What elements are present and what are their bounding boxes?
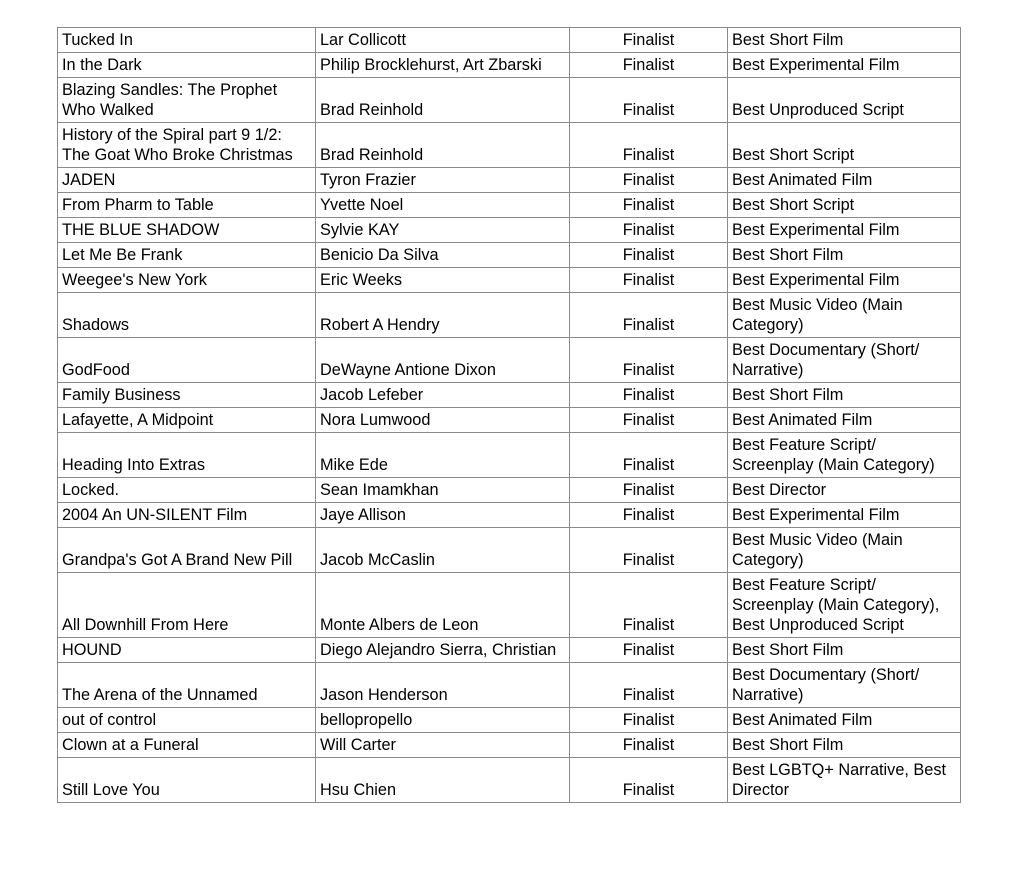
- category-cell: Best Short Film: [728, 28, 961, 53]
- status-cell: Finalist: [570, 168, 728, 193]
- filmmaker-cell: Will Carter: [316, 733, 570, 758]
- category-cell: Best Experimental Film: [728, 218, 961, 243]
- table-row: [58, 733, 961, 758]
- filmmaker-cell: Lar Collicott: [316, 28, 570, 53]
- film-title-cell: Heading Into Extras: [58, 433, 316, 478]
- filmmaker-cell: Jason Henderson: [316, 663, 570, 708]
- status-cell: Finalist: [570, 708, 728, 733]
- status-cell: Finalist: [570, 573, 728, 638]
- filmmaker-cell: Jaye Allison: [316, 503, 570, 528]
- table-row: [58, 573, 961, 638]
- status-cell: Finalist: [570, 123, 728, 168]
- table-row: [58, 293, 961, 338]
- film-title-cell: From Pharm to Table: [58, 193, 316, 218]
- finalists-table-body: [58, 28, 961, 803]
- film-title-cell: Clown at a Funeral: [58, 733, 316, 758]
- category-cell: Best Feature Script/ Screenplay (Main Category): [728, 433, 961, 478]
- status-cell: Finalist: [570, 758, 728, 803]
- filmmaker-cell: Hsu Chien: [316, 758, 570, 803]
- film-title-cell: All Downhill From Here: [58, 573, 316, 638]
- category-cell: Best Music Video (Main Category): [728, 293, 961, 338]
- filmmaker-cell: Monte Albers de Leon: [316, 573, 570, 638]
- status-cell: Finalist: [570, 243, 728, 268]
- film-title-cell: History of the Spiral part 9 1/2: The Goat Who Broke Christmas: [58, 123, 316, 168]
- table-row: [58, 708, 961, 733]
- status-cell: Finalist: [570, 78, 728, 123]
- status-cell: Finalist: [570, 28, 728, 53]
- category-cell: Best LGBTQ+ Narrative, Best Director: [728, 758, 961, 803]
- table-row: [58, 433, 961, 478]
- table-row: [58, 478, 961, 503]
- table-row: [58, 383, 961, 408]
- film-title-cell: out of control: [58, 708, 316, 733]
- film-title-cell: Let Me Be Frank: [58, 243, 316, 268]
- status-cell: Finalist: [570, 408, 728, 433]
- filmmaker-cell: Diego Alejandro Sierra, Christian: [316, 638, 570, 663]
- film-title-cell: The Arena of the Unnamed: [58, 663, 316, 708]
- category-cell: Best Documentary (Short/ Narrative): [728, 338, 961, 383]
- category-cell: Best Feature Script/ Screenplay (Main Category), Best Unproduced Script: [728, 573, 961, 638]
- table-row: [58, 28, 961, 53]
- status-cell: Finalist: [570, 293, 728, 338]
- table-row: [58, 408, 961, 433]
- status-cell: Finalist: [570, 268, 728, 293]
- filmmaker-cell: Brad Reinhold: [316, 78, 570, 123]
- category-cell: Best Animated Film: [728, 708, 961, 733]
- filmmaker-cell: Nora Lumwood: [316, 408, 570, 433]
- status-cell: Finalist: [570, 528, 728, 573]
- table-row: [58, 528, 961, 573]
- filmmaker-cell: Robert A Hendry: [316, 293, 570, 338]
- status-cell: Finalist: [570, 663, 728, 708]
- table-row: [58, 503, 961, 528]
- filmmaker-cell: Jacob McCaslin: [316, 528, 570, 573]
- category-cell: Best Music Video (Main Category): [728, 528, 961, 573]
- table-row: [58, 338, 961, 383]
- table-row: [58, 243, 961, 268]
- status-cell: Finalist: [570, 218, 728, 243]
- film-title-cell: Family Business: [58, 383, 316, 408]
- table-row: [58, 123, 961, 168]
- category-cell: Best Short Film: [728, 733, 961, 758]
- status-cell: Finalist: [570, 193, 728, 218]
- status-cell: Finalist: [570, 503, 728, 528]
- filmmaker-cell: Yvette Noel: [316, 193, 570, 218]
- filmmaker-cell: Brad Reinhold: [316, 123, 570, 168]
- film-title-cell: Still Love You: [58, 758, 316, 803]
- category-cell: Best Experimental Film: [728, 268, 961, 293]
- category-cell: Best Unproduced Script: [728, 78, 961, 123]
- category-cell: Best Short Script: [728, 193, 961, 218]
- table-row: [58, 168, 961, 193]
- film-title-cell: 2004 An UN-SILENT Film: [58, 503, 316, 528]
- status-cell: Finalist: [570, 338, 728, 383]
- film-title-cell: THE BLUE SHADOW: [58, 218, 316, 243]
- finalists-table: [57, 27, 961, 803]
- filmmaker-cell: Philip Brocklehurst, Art Zbarski: [316, 53, 570, 78]
- filmmaker-cell: Sean Imamkhan: [316, 478, 570, 503]
- filmmaker-cell: Jacob Lefeber: [316, 383, 570, 408]
- category-cell: Best Animated Film: [728, 408, 961, 433]
- category-cell: Best Short Film: [728, 638, 961, 663]
- filmmaker-cell: Mike Ede: [316, 433, 570, 478]
- category-cell: Best Short Film: [728, 243, 961, 268]
- filmmaker-cell: Benicio Da Silva: [316, 243, 570, 268]
- table-row: [58, 193, 961, 218]
- category-cell: Best Documentary (Short/ Narrative): [728, 663, 961, 708]
- film-title-cell: GodFood: [58, 338, 316, 383]
- film-title-cell: HOUND: [58, 638, 316, 663]
- category-cell: Best Animated Film: [728, 168, 961, 193]
- film-title-cell: Weegee's New York: [58, 268, 316, 293]
- table-row: [58, 663, 961, 708]
- status-cell: Finalist: [570, 638, 728, 663]
- table-row: [58, 638, 961, 663]
- filmmaker-cell: Tyron Frazier: [316, 168, 570, 193]
- category-cell: Best Short Film: [728, 383, 961, 408]
- film-title-cell: Blazing Sandles: The Prophet Who Walked: [58, 78, 316, 123]
- film-title-cell: Shadows: [58, 293, 316, 338]
- table-row: [58, 268, 961, 293]
- category-cell: Best Short Script: [728, 123, 961, 168]
- filmmaker-cell: Sylvie KAY: [316, 218, 570, 243]
- filmmaker-cell: DeWayne Antione Dixon: [316, 338, 570, 383]
- status-cell: Finalist: [570, 478, 728, 503]
- category-cell: Best Experimental Film: [728, 53, 961, 78]
- film-title-cell: In the Dark: [58, 53, 316, 78]
- category-cell: Best Director: [728, 478, 961, 503]
- filmmaker-cell: Eric Weeks: [316, 268, 570, 293]
- status-cell: Finalist: [570, 383, 728, 408]
- status-cell: Finalist: [570, 733, 728, 758]
- film-title-cell: Locked.: [58, 478, 316, 503]
- table-row: [58, 78, 961, 123]
- category-cell: Best Experimental Film: [728, 503, 961, 528]
- film-title-cell: Tucked In: [58, 28, 316, 53]
- status-cell: Finalist: [570, 53, 728, 78]
- film-title-cell: Grandpa's Got A Brand New Pill: [58, 528, 316, 573]
- filmmaker-cell: bellopropello: [316, 708, 570, 733]
- table-row: [58, 218, 961, 243]
- table-row: [58, 53, 961, 78]
- film-title-cell: Lafayette, A Midpoint: [58, 408, 316, 433]
- film-title-cell: JADEN: [58, 168, 316, 193]
- status-cell: Finalist: [570, 433, 728, 478]
- table-row: [58, 758, 961, 803]
